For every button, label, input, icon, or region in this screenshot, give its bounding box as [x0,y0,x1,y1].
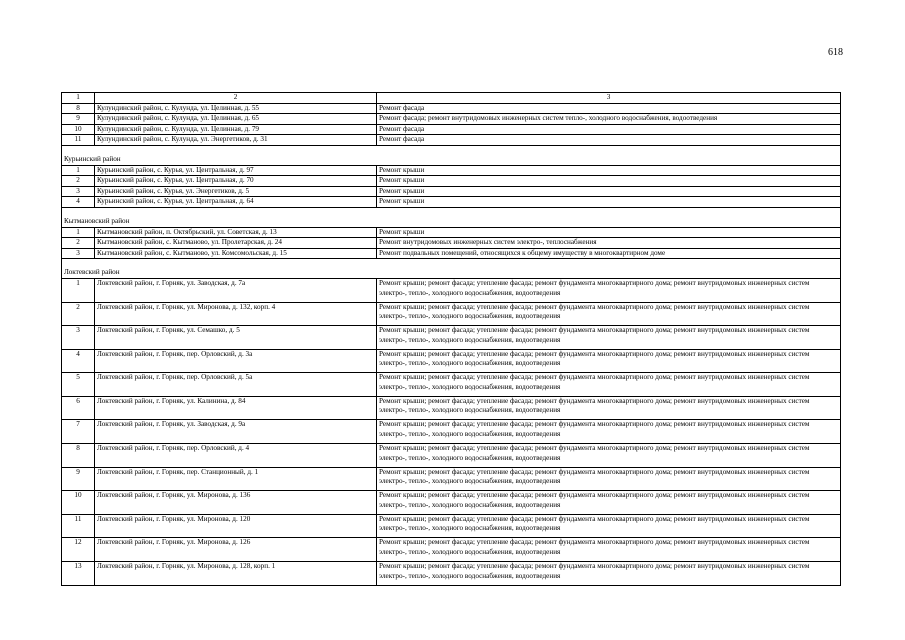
district-row [62,145,841,165]
row-number: 2 [62,302,95,326]
row-number: 2 [62,176,95,187]
table-row [62,114,841,125]
row-number: 4 [62,349,95,373]
table-row [62,197,841,208]
row-number: 11 [62,135,95,146]
table-row [62,420,841,444]
row-work: Ремонт крыши; ремонт фасада; утепление фасада; ремонт фундамента многоквартирного дома; ремонт внутридомовых инженерных систем электро-, тепло-, холодного водоснабжения, водоотведения [377,349,841,373]
row-address: Локтевский район, г. Горняк, ул. Семашко, д. 5 [95,326,377,350]
district-name: Курьинский район [62,145,841,165]
row-address: Курьинский район, с. Курья, ул. Центральная, д. 64 [95,197,377,208]
table-row [62,396,841,420]
row-address: Курьинский район, с. Курья, ул. Энергетиков, д. 5 [95,186,377,197]
row-address: Локтевский район, г. Горняк, ул. Миронова, д. 120 [95,514,377,538]
table-row [62,349,841,373]
row-address: Локтевский район, г. Горняк, пер. Орловский, д. 4 [95,444,377,468]
row-address: Локтевский район, г. Горняк, ул. Калинина, д. 84 [95,396,377,420]
row-number: 9 [62,114,95,125]
row-address: Локтевский район, г. Горняк, пер. Орловский, д. 5а [95,373,377,397]
row-work: Ремонт подвальных помещений, относящихся к общему имуществу в многоквартирном доме [377,248,841,259]
row-work: Ремонт крыши; ремонт фасада; утепление фасада; ремонт фундамента многоквартирного дома; ремонт внутридомовых инженерных систем электро-, тепло-, холодного водоснабжения, водоотведения [377,538,841,562]
row-number: 10 [62,124,95,135]
row-work: Ремонт крыши [377,176,841,187]
repair-table [61,92,841,586]
table-row [62,444,841,468]
table-row [62,103,841,114]
row-work: Ремонт крыши; ремонт фасада; утепление фасада; ремонт фундамента многоквартирного дома; ремонт внутридомовых инженерных систем электро-, тепло-, холодного водоснабжения, водоотведения [377,562,841,586]
row-work: Ремонт крыши [377,197,841,208]
row-work: Ремонт крыши; ремонт фасада; утепление фасада; ремонт фундамента многоквартирного дома; ремонт внутридомовых инженерных систем электро-, тепло-, холодного водоснабжения, водоотведения [377,396,841,420]
table-row [62,491,841,515]
header-col-3: 3 [377,93,841,104]
row-work: Ремонт фасада [377,124,841,135]
row-number: 6 [62,396,95,420]
row-work: Ремонт внутридомовых инженерных систем электро-, теплоснабжения [377,238,841,249]
row-address: Локтевский район, г. Горняк, пер. Орловский, д. 3а [95,349,377,373]
row-number: 8 [62,444,95,468]
header-col-2: 2 [95,93,377,104]
table-row [62,562,841,586]
table-row [62,373,841,397]
row-address: Локтевский район, г. Горняк, ул. Миронова, д. 126 [95,538,377,562]
row-address: Кулундинский район, с. Кулунда, ул. Энергетиков, д. 31 [95,135,377,146]
row-work: Ремонт крыши; ремонт фасада; утепление фасада; ремонт фундамента многоквартирного дома; ремонт внутридомовых инженерных систем электро-, тепло-, холодного водоснабжения, водоотведения [377,444,841,468]
row-number: 3 [62,326,95,350]
row-number: 11 [62,514,95,538]
row-work: Ремонт крыши; ремонт фасада; утепление фасада; ремонт фундамента многоквартирного дома; ремонт внутридомовых инженерных систем электро-, тепло-, холодного водоснабжения, водоотведения [377,373,841,397]
row-number: 2 [62,238,95,249]
row-number: 3 [62,248,95,259]
row-number: 7 [62,420,95,444]
row-address: Локтевский район, г. Горняк, ул. Миронова, д. 128, корп. 1 [95,562,377,586]
row-work: Ремонт крыши; ремонт фасада; утепление фасада; ремонт фундамента многоквартирного дома; ремонт внутридомовых инженерных систем электро-, тепло-, холодного водоснабжения, водоотведения [377,420,841,444]
table-row [62,326,841,350]
table-row [62,248,841,259]
district-row [62,207,841,227]
district-name: Кытмановский район [62,207,841,227]
row-address: Локтевский район, г. Горняк, пер. Станционный, д. 1 [95,467,377,491]
row-work: Ремонт крыши [377,227,841,238]
row-address: Локтевский район, г. Горняк, ул. Миронова, д. 132, корп. 4 [95,302,377,326]
row-number: 5 [62,373,95,397]
row-work: Ремонт крыши [377,186,841,197]
row-address: Кулундинский район, с. Кулунда, ул. Целинная, д. 79 [95,124,377,135]
row-number: 8 [62,103,95,114]
row-address: Курьинский район, с. Курья, ул. Центральная, д. 97 [95,165,377,176]
table-body [62,93,841,586]
row-work: Ремонт крыши [377,165,841,176]
row-work: Ремонт фасада [377,135,841,146]
table-row [62,467,841,491]
district-row [62,259,841,279]
table-row [62,186,841,197]
row-address: Локтевский район, г. Горняк, ул. Заводская, д. 7а [95,278,377,302]
row-work: Ремонт фасада [377,103,841,114]
row-number: 4 [62,197,95,208]
row-work: Ремонт крыши; ремонт фасада; утепление фасада; ремонт фундамента многоквартирного дома; ремонт внутридомовых инженерных систем электро-, тепло-, холодного водоснабжения, водоотведения [377,302,841,326]
row-work: Ремонт крыши; ремонт фасада; утепление фасада; ремонт фундамента многоквартирного дома; ремонт внутридомовых инженерных систем электро-, тепло-, холодного водоснабжения, водоотведения [377,514,841,538]
table-row [62,124,841,135]
row-address: Кытмановский район, с. Кытманово, ул. Пролетарская, д. 24 [95,238,377,249]
row-address: Кулундинский район, с. Кулунда, ул. Целинная, д. 55 [95,103,377,114]
row-work: Ремонт крыши; ремонт фасада; утепление фасада; ремонт фундамента многоквартирного дома; ремонт внутридомовых инженерных систем электро-, тепло-, холодного водоснабжения, водоотведения [377,491,841,515]
district-name: Локтевский район [62,259,841,279]
row-number: 10 [62,491,95,515]
table-row [62,538,841,562]
row-work: Ремонт фасада; ремонт внутридомовых инженерных систем тепло-, холодного водоснабжения, водоотведения [377,114,841,125]
row-address: Курьинский район, с. Курья, ул. Центральная, д. 70 [95,176,377,187]
row-number: 3 [62,186,95,197]
table-row [62,135,841,146]
row-number: 1 [62,278,95,302]
row-address: Локтевский район, г. Горняк, ул. Миронова, д. 136 [95,491,377,515]
header-col-1: 1 [62,93,95,104]
table-row [62,165,841,176]
row-address: Кулундинский район, с. Кулунда, ул. Целинная, д. 65 [95,114,377,125]
row-number: 1 [62,227,95,238]
page-number: 618 [828,47,843,58]
table-row [62,176,841,187]
table-row [62,238,841,249]
row-number: 12 [62,538,95,562]
row-work: Ремонт крыши; ремонт фасада; утепление фасада; ремонт фундамента многоквартирного дома; ремонт внутридомовых инженерных систем электро-, тепло-, холодного водоснабжения, водоотведения [377,278,841,302]
table-row [62,514,841,538]
table-row [62,278,841,302]
row-number: 13 [62,562,95,586]
table-row [62,302,841,326]
row-address: Локтевский район, г. Горняк, ул. Заводская, д. 9а [95,420,377,444]
row-work: Ремонт крыши; ремонт фасада; утепление фасада; ремонт фундамента многоквартирного дома; ремонт внутридомовых инженерных систем электро-, тепло-, холодного водоснабжения, водоотведения [377,467,841,491]
table-header-row [62,93,841,104]
row-number: 1 [62,165,95,176]
row-address: Кытмановский район, с. Кытманово, ул. Комсомольская, д. 15 [95,248,377,259]
table-row [62,227,841,238]
row-work: Ремонт крыши; ремонт фасада; утепление фасада; ремонт фундамента многоквартирного дома; ремонт внутридомовых инженерных систем электро-, тепло-, холодного водоснабжения, водоотведения [377,326,841,350]
row-number: 9 [62,467,95,491]
row-address: Кытмановский район, п. Октябрьский, ул. Советская, д. 13 [95,227,377,238]
